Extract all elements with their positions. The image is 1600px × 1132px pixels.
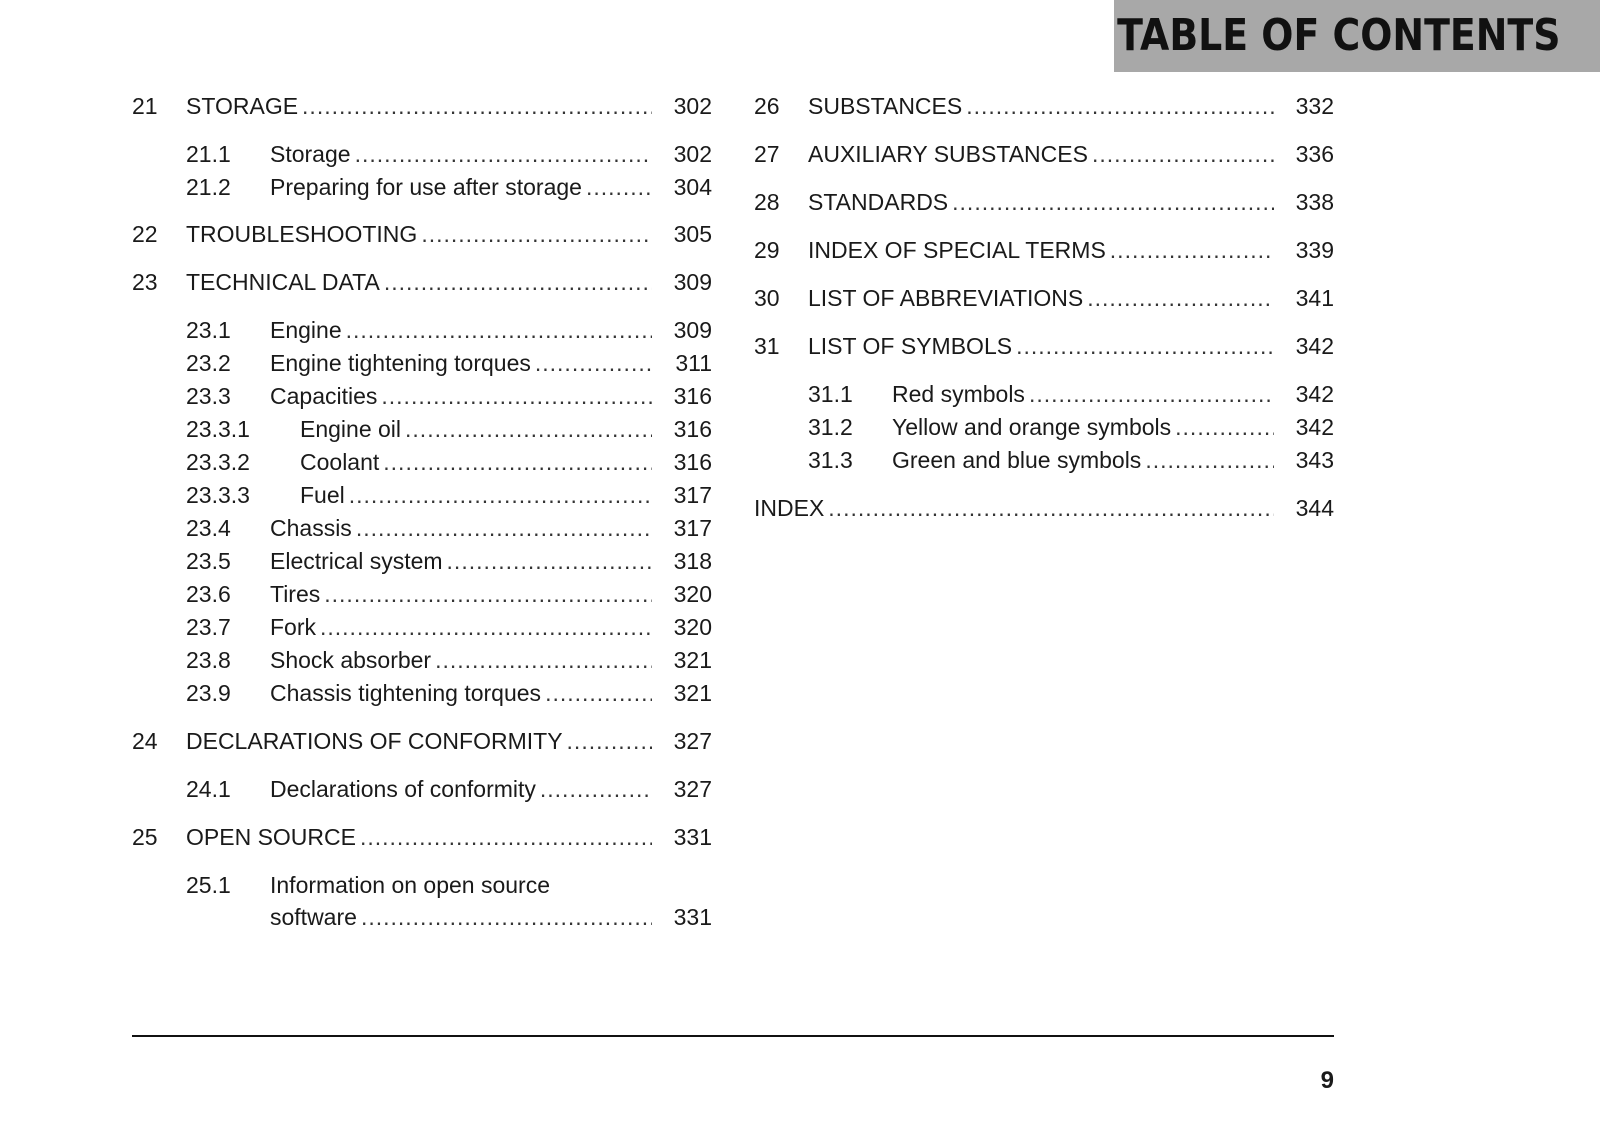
toc-entry-number: 23.4 (186, 515, 231, 541)
toc-entry-page: 320 (673, 614, 712, 640)
toc-leader-dots (567, 724, 652, 758)
toc-entry-number: 23.3 (186, 383, 231, 409)
toc-entry-number: 23.3.2 (186, 449, 250, 475)
toc-entry-title: Coolant (300, 449, 380, 475)
toc-entry[interactable] (132, 445, 712, 479)
toc-entry-page: 321 (673, 680, 712, 706)
toc-entry-title: INDEX (754, 495, 825, 521)
toc-entry-number: 25.1 (186, 872, 231, 898)
toc-entry-page: 327 (673, 776, 712, 802)
toc-entry[interactable] (754, 443, 1334, 477)
toc-entry-title: LIST OF ABBREVIATIONS (808, 285, 1084, 311)
toc-leader-dots (356, 511, 652, 545)
toc-entry[interactable] (132, 217, 712, 251)
toc-leader-dots (302, 89, 652, 123)
toc-entry[interactable] (132, 544, 712, 578)
toc-entry-title: Engine tightening torques (270, 350, 531, 376)
toc-entry-title: Declarations of conformity (270, 776, 536, 802)
toc-entry-title: SUBSTANCES (808, 93, 963, 119)
toc-leader-dots (435, 643, 652, 677)
toc-entry[interactable] (754, 89, 1334, 123)
toc-entry-title: Red symbols (892, 381, 1025, 407)
toc-entry-number: 23.9 (186, 680, 231, 706)
toc-entry-title-continued: software (270, 904, 357, 930)
toc-leader-dots (355, 137, 652, 171)
toc-entry[interactable] (132, 170, 712, 204)
toc-entry[interactable] (132, 772, 712, 806)
toc-entry[interactable] (132, 610, 712, 644)
toc-entry[interactable] (754, 410, 1334, 444)
toc-entry-page: 305 (673, 221, 712, 247)
toc-leader-dots (1175, 410, 1274, 444)
toc-leader-dots (952, 185, 1274, 219)
toc-entry-title: TECHNICAL DATA (186, 269, 380, 295)
toc-entry-page: 344 (1295, 495, 1334, 521)
toc-entry[interactable] (754, 329, 1334, 363)
toc-entry-number: 23.5 (186, 548, 231, 574)
toc-leader-dots (320, 610, 652, 644)
footer-divider (132, 1035, 1334, 1037)
toc-entry-number: 26 (754, 93, 780, 119)
toc-entry[interactable] (132, 478, 712, 512)
toc-entry-page: 317 (673, 482, 712, 508)
toc-entry[interactable] (132, 379, 712, 413)
toc-entry[interactable] (132, 346, 712, 380)
toc-entry-number: 31.1 (808, 381, 853, 407)
toc-leader-dots (349, 478, 652, 512)
toc-entry-page: 336 (1295, 141, 1334, 167)
toc-entry-title: Yellow and orange symbols (892, 414, 1172, 440)
toc-entry-page: 316 (673, 449, 712, 475)
toc-entry-number: 31.2 (808, 414, 853, 440)
toc-entry-page: 317 (673, 515, 712, 541)
toc-entry-page: 342 (1295, 333, 1334, 359)
toc-entry-page: 311 (675, 350, 712, 376)
toc-entry-number: 31 (754, 333, 780, 359)
toc-entry-number: 23.6 (186, 581, 231, 607)
toc-entry-page: 331 (673, 904, 712, 930)
toc-entry-index[interactable] (754, 491, 1334, 525)
toc-entry[interactable] (754, 233, 1334, 267)
toc-entry-number: 23.8 (186, 647, 231, 673)
toc-leader-dots (586, 170, 652, 204)
toc-entry[interactable] (132, 265, 712, 299)
toc-leader-dots (384, 265, 652, 299)
toc-entry-number: 23.3.3 (186, 482, 250, 508)
toc-entry[interactable] (132, 137, 712, 171)
toc-entry-title: STANDARDS (808, 189, 949, 215)
toc-leader-dots (383, 445, 652, 479)
toc-entry-title: LIST OF SYMBOLS (808, 333, 1013, 359)
toc-entry[interactable] (132, 89, 712, 123)
toc-entry[interactable] (754, 185, 1334, 219)
toc-entry-page: 332 (1295, 93, 1334, 119)
toc-entry-page: 343 (1295, 447, 1334, 473)
toc-leader-dots (381, 379, 652, 413)
toc-entry-page: 316 (673, 383, 712, 409)
toc-entry-title: Fork (270, 614, 316, 640)
toc-leader-dots (1087, 281, 1274, 315)
toc-entry-title: Information on open source (270, 872, 551, 898)
toc-entry-number: 27 (754, 141, 780, 167)
toc-entry-page: 302 (673, 93, 712, 119)
toc-entry-number: 28 (754, 189, 780, 215)
toc-entry-page: 316 (673, 416, 712, 442)
toc-entry-page: 327 (673, 728, 712, 754)
toc-entry-title: Fuel (300, 482, 345, 508)
toc-entry-page: 304 (673, 174, 712, 200)
toc-entry-number: 29 (754, 237, 780, 263)
toc-entry-title: Engine (270, 317, 342, 343)
toc-entry-title: Shock absorber (270, 647, 432, 673)
toc-entry[interactable] (754, 281, 1334, 315)
toc-entry-page: 339 (1295, 237, 1334, 263)
toc-entry-number: 24 (132, 728, 158, 754)
toc-entry-title: Engine oil (300, 416, 402, 442)
toc-entry-page: 338 (1295, 189, 1334, 215)
toc-entry-title: Green and blue symbols (892, 447, 1142, 473)
page-title: TABLE OF CONTENTS (1116, 10, 1560, 61)
toc-entry-page: 321 (673, 647, 712, 673)
toc-leader-dots (1145, 443, 1274, 477)
toc-entry[interactable] (132, 412, 712, 446)
toc-entry-title: INDEX OF SPECIAL TERMS (808, 237, 1106, 263)
toc-entry[interactable] (132, 577, 712, 611)
toc-leader-dots (361, 900, 652, 934)
toc-leader-dots (346, 313, 652, 347)
toc-entry-page: 318 (673, 548, 712, 574)
toc-entry[interactable] (132, 820, 712, 854)
toc-leader-dots (1092, 137, 1274, 171)
toc-entry-number: 21.2 (186, 174, 231, 200)
toc-entry-title: Preparing for use after storage (270, 174, 582, 200)
toc-entry-title: Chassis (270, 515, 352, 541)
toc-entry-page: 309 (673, 269, 712, 295)
toc-entry[interactable] (132, 868, 712, 902)
toc-entry[interactable] (132, 676, 712, 710)
toc-entry-number: 24.1 (186, 776, 231, 802)
toc-entry-title: Chassis tightening torques (270, 680, 542, 706)
toc-entry-continuation[interactable] (270, 900, 712, 934)
toc-entry-title: Capacities (270, 383, 378, 409)
toc-leader-dots (421, 217, 652, 251)
toc-entry-page: 302 (673, 141, 712, 167)
toc-leader-dots (540, 772, 652, 806)
toc-entry-title: STORAGE (186, 93, 299, 119)
toc-entry-title: OPEN SOURCE (186, 824, 356, 850)
toc-entry-title: Tires (270, 581, 321, 607)
toc-entry-number: 31.3 (808, 447, 853, 473)
page-number: 9 (1320, 1067, 1334, 1094)
toc-entry[interactable] (132, 643, 712, 677)
toc-entry-title: AUXILIARY SUBSTANCES (808, 141, 1088, 167)
toc-entry[interactable] (754, 137, 1334, 171)
toc-entry-title: TROUBLESHOOTING (186, 221, 418, 247)
toc-entry[interactable] (132, 511, 712, 545)
toc-leader-dots (828, 491, 1274, 525)
header-tab (1114, 0, 1600, 72)
toc-leader-dots (966, 89, 1274, 123)
toc-leader-dots (535, 346, 652, 380)
toc-entry[interactable] (754, 377, 1334, 411)
toc-entry-title: Storage (270, 141, 351, 167)
toc-entry-page: 342 (1295, 414, 1334, 440)
toc-entry-page: 342 (1295, 381, 1334, 407)
toc-entry-number: 21.1 (186, 141, 231, 167)
toc-entry[interactable] (132, 724, 712, 758)
toc-entry-number: 23.2 (186, 350, 231, 376)
toc-leader-dots (405, 412, 652, 446)
toc-entry-number: 23.3.1 (186, 416, 250, 442)
toc-leader-dots (360, 820, 652, 854)
toc-leader-dots (545, 676, 652, 710)
toc-entry-title: Electrical system (270, 548, 443, 574)
toc-entry-number: 25 (132, 824, 158, 850)
toc-entry-page: 331 (673, 824, 712, 850)
toc-leader-dots (1029, 377, 1274, 411)
toc-entry-number: 30 (754, 285, 780, 311)
toc-entry[interactable] (132, 313, 712, 347)
toc-leader-dots (1016, 329, 1274, 363)
toc-entry-title: DECLARATIONS OF CONFORMITY (186, 728, 563, 754)
toc-entry-number: 21 (132, 93, 158, 119)
toc-entry-number: 23.7 (186, 614, 231, 640)
toc-entry-number: 23.1 (186, 317, 231, 343)
toc-entry-page: 320 (673, 581, 712, 607)
toc-leader-dots (1110, 233, 1274, 267)
toc-leader-dots (447, 544, 652, 578)
toc-entry-page: 309 (673, 317, 712, 343)
toc-entry-number: 22 (132, 221, 158, 247)
toc-entry-number: 23 (132, 269, 158, 295)
toc-entry-page: 341 (1295, 285, 1334, 311)
toc-leader-dots (324, 577, 652, 611)
